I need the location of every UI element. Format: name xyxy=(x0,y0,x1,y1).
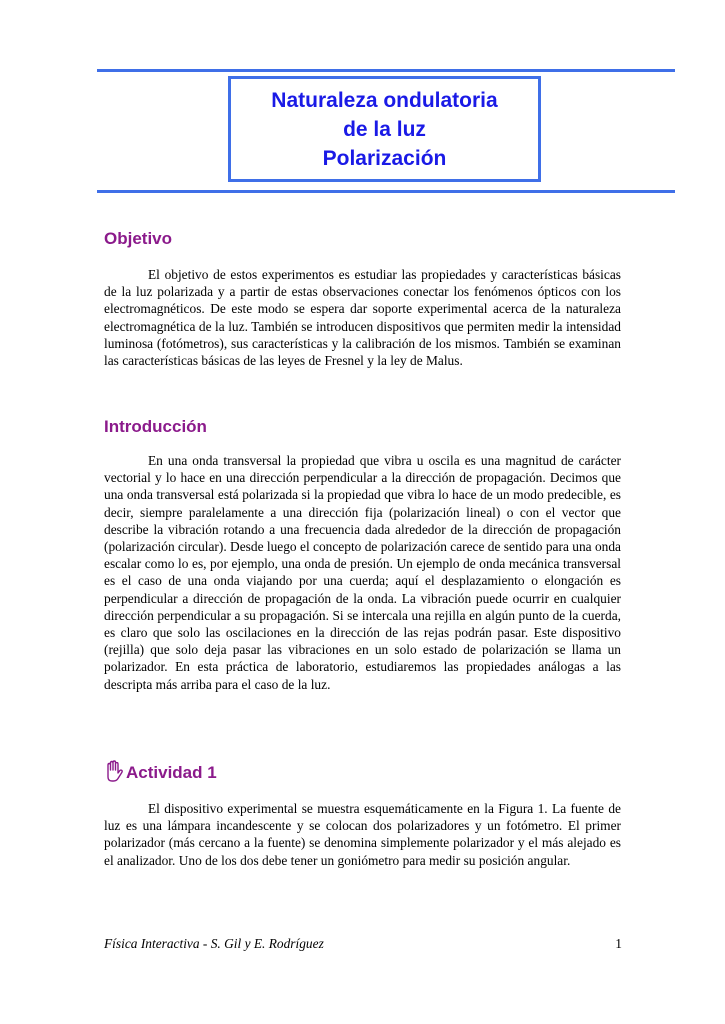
title-line-2: de la luz xyxy=(343,117,426,141)
footer-credit: Física Interactiva - S. Gil y E. Rodríguez xyxy=(104,936,324,951)
hand-icon xyxy=(104,760,124,787)
title-line-3: Polarización xyxy=(322,146,447,170)
top-rule xyxy=(97,69,675,72)
paragraph-actividad-1: El dispositivo experimental se muestra esquemáticamente en la Figura 1. La fuente de luz es una lámpara incandescente y se colocan dos polarizadores y un fotómetro. El primer polarizador (más cercano a la fuente) se denomina simplemente polarizador y el más alejado es el analizador. Uno de los dos debe tener un goniómetro para medir su posición angular. xyxy=(104,801,621,868)
title-line-1: Naturaleza ondulatoria xyxy=(271,88,498,112)
paragraph-objetivo: El objetivo de estos experimentos es estudiar las propiedades y características básicas de la luz polarizada y a partir de estas observaciones conectar los fenómenos ópticos con los electromagnéticos. De este modo se espera dar soporte experimental acerca de la naturaleza electromagnética de la luz. También se introducen dispositivos que permiten medir la intensidad luminosa (fotómetros), sus características y la calibración de los mismos. También se examinan las características básicas de las leyes de Fresnel y la ley de Malus. xyxy=(104,267,621,369)
heading-objetivo: Objetivo xyxy=(104,229,173,248)
title-box xyxy=(228,76,541,182)
heading-introduccion: Introducción xyxy=(104,417,207,436)
heading-actividad-1 xyxy=(104,760,217,787)
bottom-rule xyxy=(97,190,675,193)
paragraph-introduccion: En una onda transversal la propiedad que vibra u oscila es una magnitud de carácter vectorial y lo hace en una dirección perpendicular a la dirección de propagación. Decimos que una onda transversal está polarizada si la propiedad que vibra lo hace de un modo predecible, es decir, siempre paralelamente a una dirección fija (polarización lineal) o con el vector que describe la vibración rotando a una frecuencia dada alrededor de la dirección de propagación (polarización circular). Desde luego el concepto de polarización carece de sentido para una onda escalar como lo es, por ejemplo, una onda de presión. Un ejemplo de onda mecánica transversal es el caso de una onda viajando por una cuerda; aquí el desplazamiento o elongación es perpendicular a dirección de propagación de la onda. La vibración puede ocurrir en cualquier dirección perpendicular a su propagación. Si se intercala una rejilla en algún punto de la cuerda, es claro que solo las oscilaciones en la dirección de las rejas podrán pasar. Este dispositivo (rejilla) que solo deja pasar las vibraciones en un solo estado de polarización se llama un polarizador. En esta práctica de laboratorio, estudiaremos las propiedades análogas a las descripta más arriba para el caso de la luz. xyxy=(104,453,621,692)
heading-actividad-1-label: Actividad 1 xyxy=(126,763,217,782)
page-number: 1 xyxy=(615,936,622,951)
